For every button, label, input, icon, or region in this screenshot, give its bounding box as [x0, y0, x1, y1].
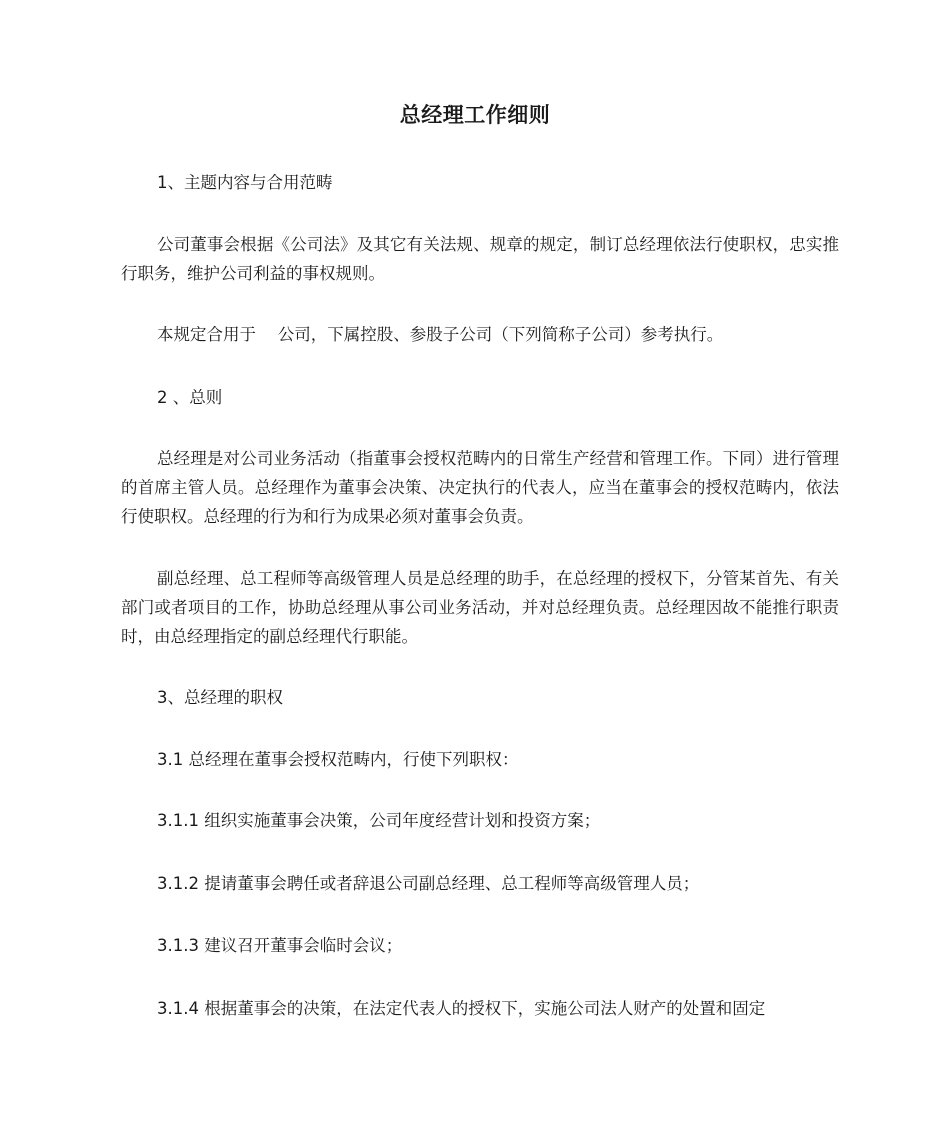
body-paragraph: 本规定合用于 公司，下属控股、参股子公司（下列简称子公司）参考执行。 [157, 325, 724, 344]
clause-item: 3.1.2 提请董事会聘任或者辞退公司副总经理、总工程师等高级管理人员； [157, 874, 700, 893]
document-title: 总经理工作细则 [399, 103, 551, 127]
clause-item: 3.1.1 组织实施董事会决策，公司年度经营计划和投资方案； [157, 811, 601, 830]
body-paragraph: 公司董事会根据《公司法》及其它有关法规、规章的规定，制订总经理依法行使职权，忠实推行职务，维护公司利益的事权规则。 [121, 235, 839, 283]
body-paragraph: 副总经理、总工程师等高级管理人员是总经理的助手，在总经理的授权下，分管某首先、有关部门或者项目的工作，协助总经理从事公司业务活动，并对总经理负责。总经理因故不能推行职责时，由总经理指定的副总经理代行职能。 [121, 569, 839, 646]
clause-item: 3.1 总经理在董事会授权范畴内，行使下列职权： [157, 750, 519, 769]
body-paragraph: 总经理是对公司业务活动（指董事会授权范畴内的日常生产经营和管理工作。下同）进行管理的首席主管人员。总经理作为董事会决策、决定执行的代表人，应当在董事会的授权范畴内，依法行使职权。总经理的行为和行为成果必须对董事会负责。 [121, 449, 839, 526]
section-heading-3: 3、总经理的职权 [157, 688, 283, 707]
clause-item: 3.1.4 根据董事会的决策，在法定代表人的授权下，实施公司法人财产的处置和固定 [157, 999, 766, 1018]
section-heading-1: 1、主题内容与合用范畴 [157, 173, 333, 192]
clause-item: 3.1.3 建议召开董事会临时会议； [157, 936, 403, 955]
section-heading-2: 2 、总则 [157, 388, 223, 407]
